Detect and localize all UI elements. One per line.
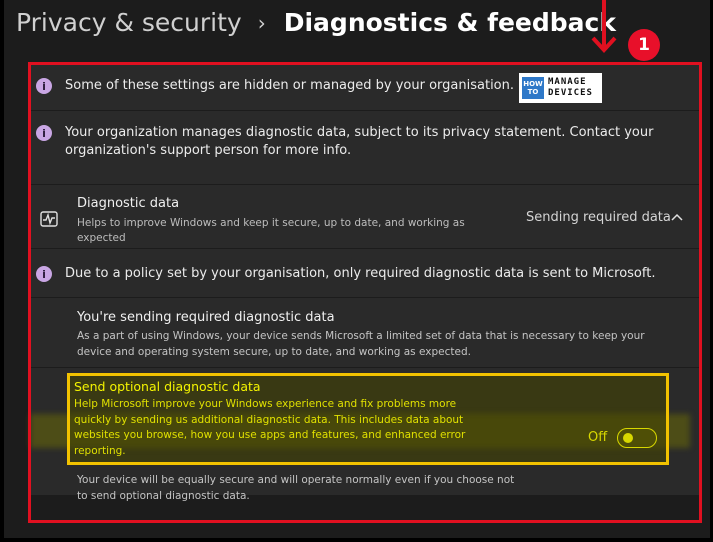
diagnostic-data-status: Sending required data: [526, 210, 671, 225]
logo-line-1: MANAGE: [548, 77, 587, 87]
managed-notice-text: Some of these settings are hidden or managed by your organisation.: [65, 78, 515, 93]
info-icon: i: [36, 125, 52, 141]
diagnostic-data-title: Diagnostic data: [77, 196, 180, 211]
optional-data-title: Send optional diagnostic data: [74, 379, 261, 394]
optional-data-note: Your device will be equally secure and will operate normally even if you choose not to send optional diagnostic data.: [77, 474, 515, 502]
breadcrumb-separator: ›: [257, 10, 266, 35]
annotation-badge: 1: [628, 29, 660, 61]
logo-how-to-text: HOW TO: [523, 80, 543, 96]
required-data-title: You're sending required diagnostic data: [77, 310, 335, 325]
settings-window: [4, 0, 710, 538]
optional-data-description: Help Microsoft improve your Windows experience and fix problems more quickly by sending us additional diagnostic data. This includes data about websites you browse, how you use apps and features, and enhanced error reporting.: [74, 398, 466, 457]
page-title: Diagnostics & feedback: [283, 8, 616, 37]
diagnostic-data-description: Helps to improve Windows and keep it secure, up to date, and working as expected: [77, 217, 465, 244]
required-data-description: As a part of using Windows, your device sends Microsoft a limited set of data that is necessary to keep your device and operating system secure, up to date, and working as expected.: [77, 330, 645, 358]
logo-line-2: DEVICES: [548, 88, 593, 98]
policy-notice-text: Due to a policy set by your organisation, only required diagnostic data is sent to Microsoft.: [65, 266, 656, 281]
breadcrumb: [16, 8, 616, 37]
info-icon: i: [36, 78, 52, 94]
info-icon: i: [36, 266, 52, 282]
breadcrumb-parent-link[interactable]: Privacy & security: [16, 8, 242, 37]
org-notice-text: Your organization manages diagnostic data, subject to its privacy statement. Contact your organization's support person for more info.: [65, 125, 654, 158]
optional-data-toggle-label: Off: [588, 430, 608, 445]
annotation-highlight-box: [28, 62, 702, 523]
annotation-arrow-icon: [590, 0, 618, 56]
